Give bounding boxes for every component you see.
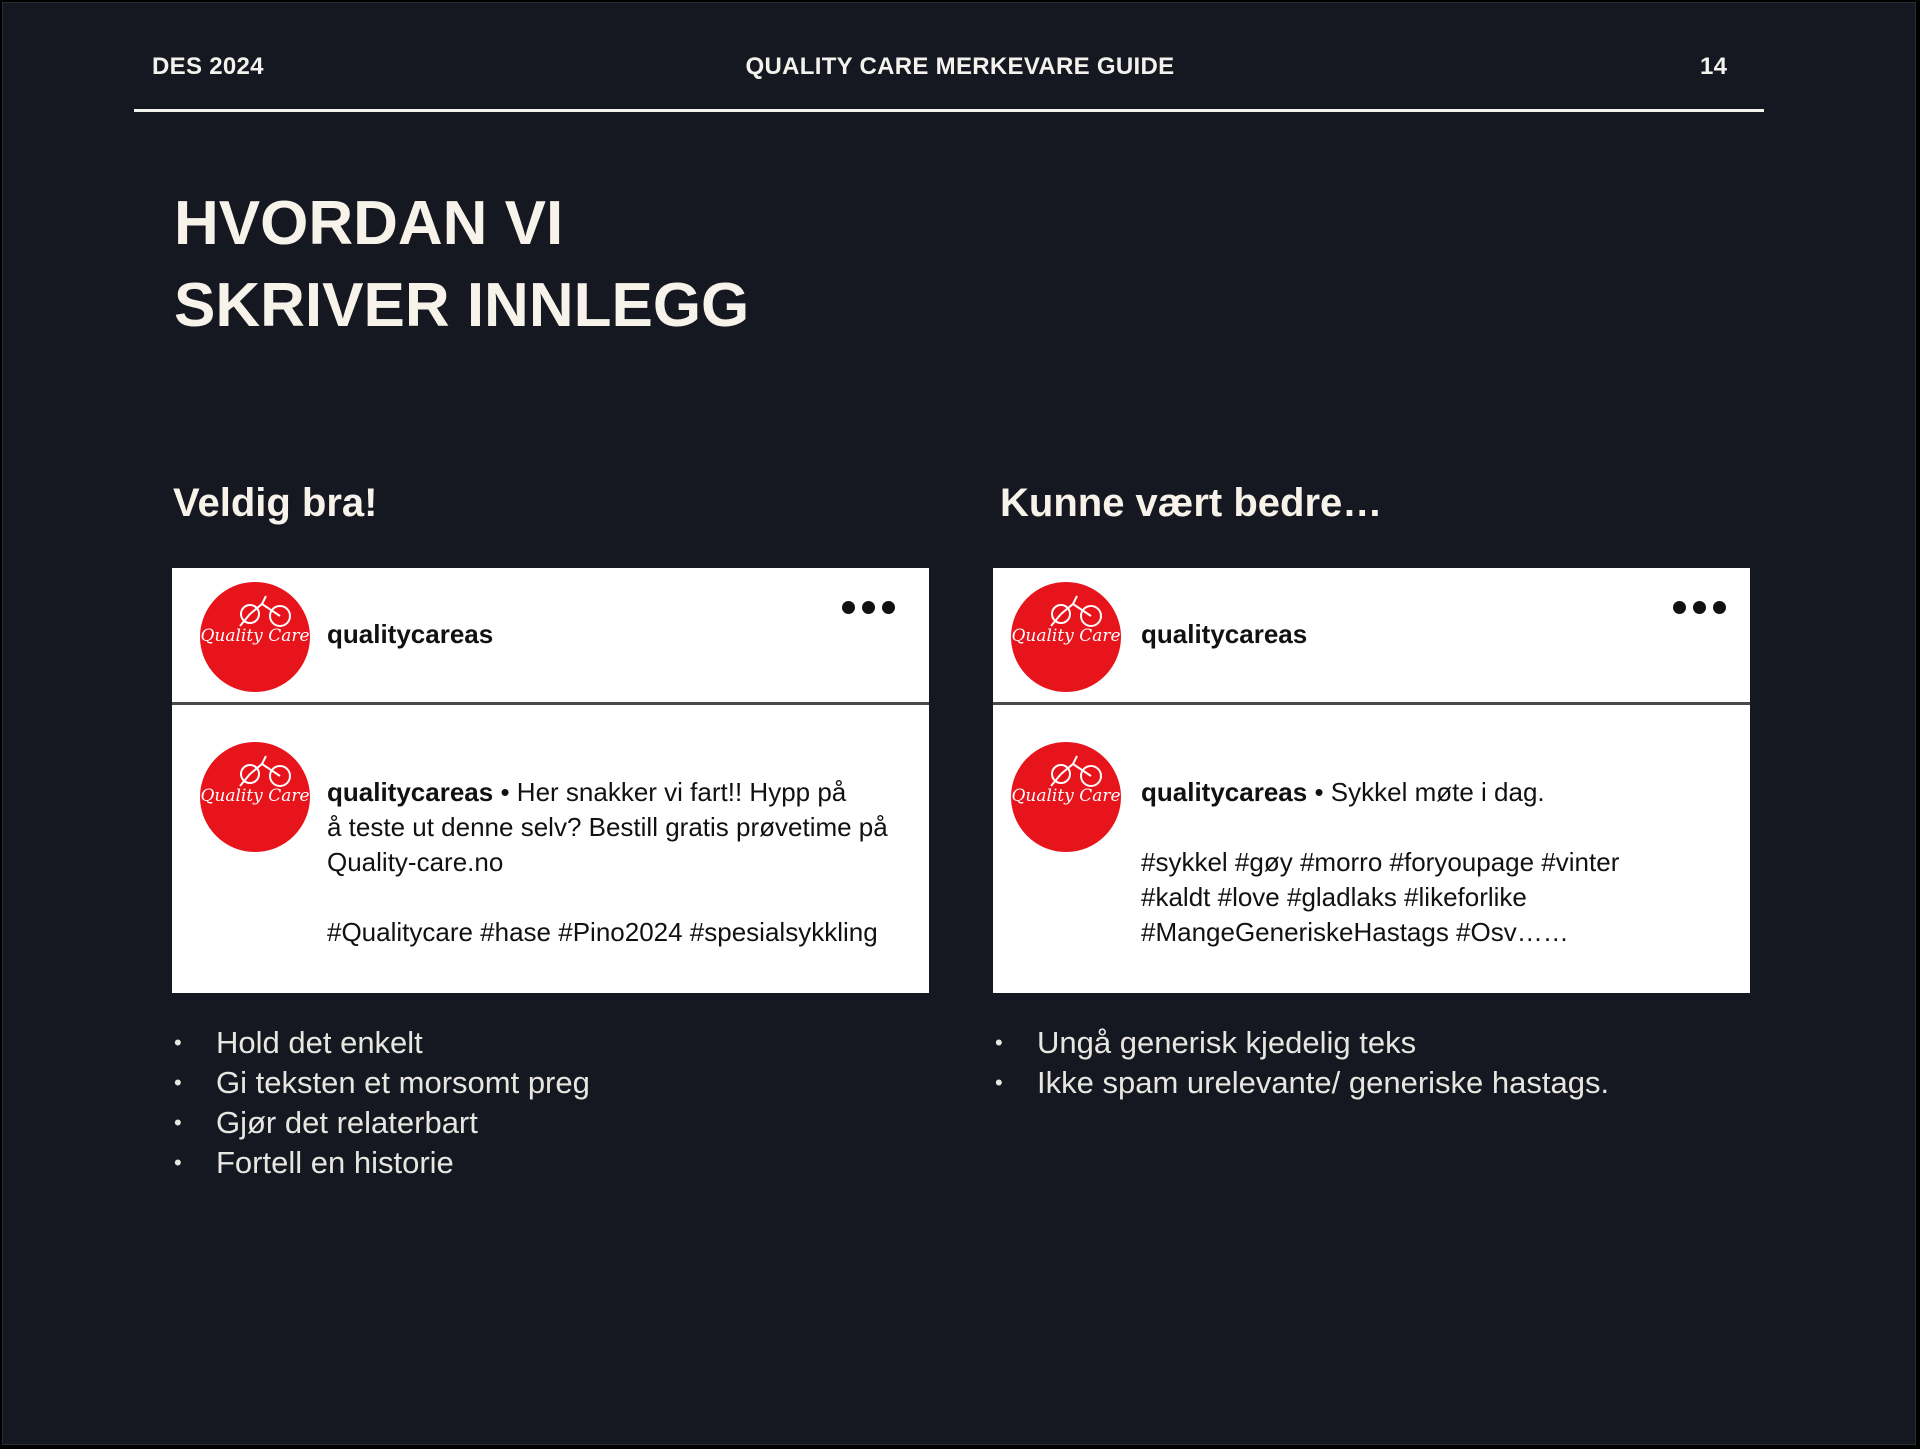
more-options-icon[interactable] <box>1673 601 1727 615</box>
logo-text: Quality Care <box>200 626 310 646</box>
list-item: • Fortell en historie <box>174 1143 590 1183</box>
header-doc-title: QUALITY CARE MERKEVARE GUIDE <box>745 53 1175 80</box>
list-item: • Gi teksten et morsomt preg <box>174 1063 590 1103</box>
more-options-icon[interactable] <box>842 601 896 615</box>
quality-care-logo <box>1011 582 1121 692</box>
post-author-handle[interactable]: qualitycareas <box>327 619 494 649</box>
caption-separator: • <box>1314 777 1324 807</box>
caption-hashtags-2: #kaldt #love #gladlaks #likeforlike <box>1141 882 1527 912</box>
bad-tips-list <box>995 1023 1609 1103</box>
post-divider <box>993 702 1750 705</box>
bad-example-heading: Kunne vært bedre… <box>1000 481 1383 525</box>
header-date: DES 2024 <box>152 53 264 80</box>
post-header <box>993 568 1750 702</box>
bad-example-post-card <box>993 568 1750 993</box>
post-divider <box>172 702 929 705</box>
logo-text: Quality Care <box>1011 786 1121 806</box>
page-title-line-1: HVORDAN VI <box>174 189 564 258</box>
caption-line-1 <box>327 775 907 810</box>
slide-page <box>2 2 1916 1445</box>
caption-hashtags: #Qualitycare #hase #Pino2024 #spesialsykkling <box>327 917 878 947</box>
header-page-number: 14 <box>1700 53 1728 80</box>
caption-text: Sykkel møte i dag. <box>1330 777 1545 807</box>
caption-avatar-logo <box>1011 742 1121 852</box>
list-item: • Ungå generisk kjedelig teks <box>995 1023 1609 1063</box>
post-author-handle[interactable]: qualitycareas <box>1141 619 1308 649</box>
header-divider <box>134 109 1764 112</box>
post-caption <box>1141 775 1721 950</box>
caption-handle[interactable]: qualitycareas <box>327 777 494 807</box>
list-item: • Hold det enkelt <box>174 1023 590 1063</box>
page-title <box>174 183 749 347</box>
caption-line-1 <box>1141 775 1721 810</box>
logo-text: Quality Care <box>1011 626 1121 646</box>
caption-avatar-logo <box>200 742 310 852</box>
post-header <box>172 568 929 702</box>
good-tips-list <box>174 1023 590 1183</box>
logo-text: Quality Care <box>200 786 310 806</box>
page-title-line-2: SKRIVER INNLEGG <box>174 271 750 340</box>
caption-hashtags-1: #sykkel #gøy #morro #foryoupage #vinter <box>1141 847 1620 877</box>
caption-separator: • <box>500 777 510 807</box>
caption-line-3: Quality-care.no <box>327 847 504 877</box>
good-example-post-card <box>172 568 929 993</box>
caption-hashtags-3: #MangeGeneriskeHastags #Osv…… <box>1141 917 1569 947</box>
caption-handle[interactable]: qualitycareas <box>1141 777 1308 807</box>
caption-line-2: å teste ut denne selv? Bestill gratis prøvetime på <box>327 812 888 842</box>
quality-care-logo <box>200 582 310 692</box>
list-item: • Ikke spam urelevante/ generiske hastags. <box>995 1063 1609 1103</box>
post-caption <box>327 775 907 950</box>
caption-text: Her snakker vi fart!! Hypp på <box>516 777 847 807</box>
list-item: • Gjør det relaterbart <box>174 1103 590 1143</box>
good-example-heading: Veldig bra! <box>173 481 378 525</box>
